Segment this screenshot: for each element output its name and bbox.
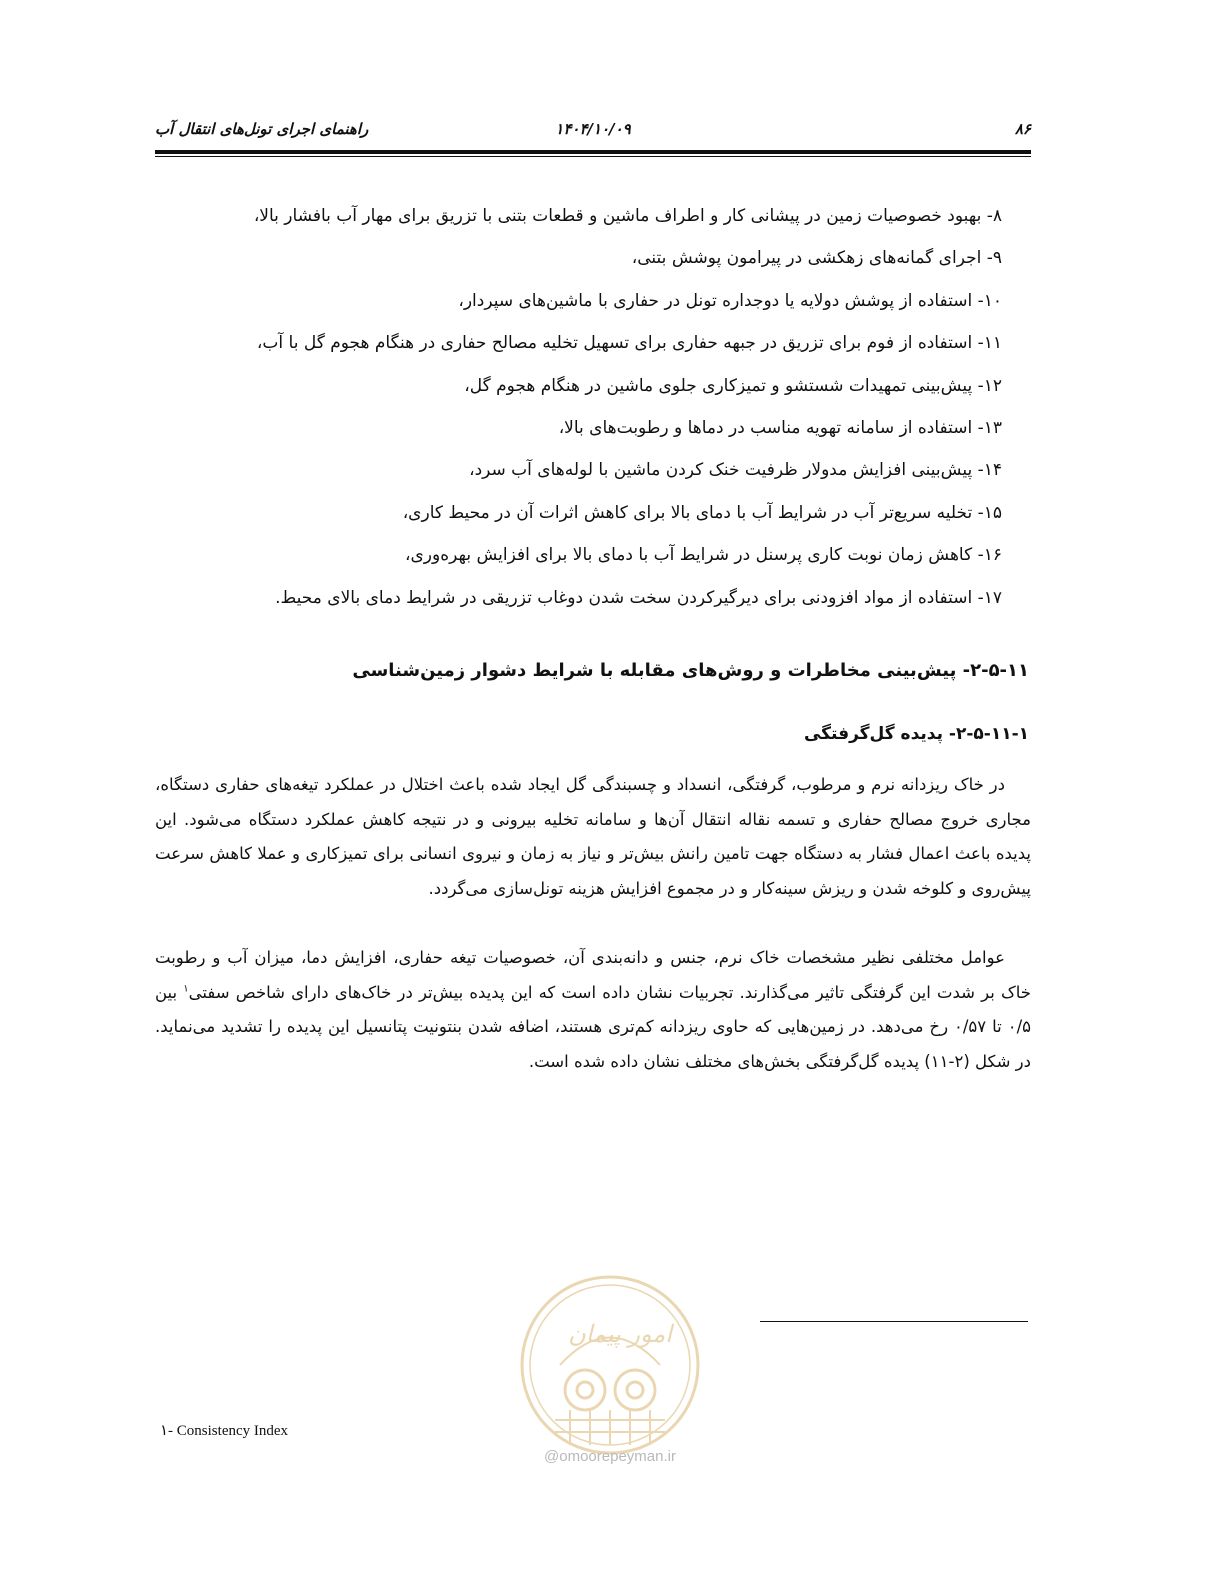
list-item: ۹- اجرای گمانه‌های زهکشی در پیرامون پوشش بتنی، [631,248,1002,269]
body-paragraph-2 [155,941,1031,1080]
body-paragraph-1 [155,768,1031,907]
footnote-reference: ۱ [183,983,189,995]
section-heading: ۲-۵-۱۱- پیش‌بینی مخاطرات و روش‌های مقابله با شرایط دشوار زمین‌شناسی [352,660,1029,681]
book-title: راهنمای اجرای تونل‌های انتقال آب [155,120,369,138]
list-item: ۱۳- استفاده از سامانه تهویه مناسب در دماها و رطوبت‌های بالا، [558,417,1002,438]
footnote-separator [760,1321,1028,1322]
list-item: ۱۲- پیش‌بینی تمهیدات شستشو و تمیزکاری جلوی ماشین در هنگام هجوم گل، [464,375,1002,396]
list-item: ۱۴- پیش‌بینی افزایش مدولار ظرفیت خنک کردن ماشین با لوله‌های آب سرد، [469,460,1002,481]
page-number: ۸۶ [1014,120,1031,138]
list-item: ۸- بهبود خصوصیات زمین در پیشانی کار و اطراف ماشین و قطعات بتنی با تزریق برای مهار آب بافشار بالا، [253,206,1002,226]
list-item: ۱۵- تخلیه سریع‌تر آب در شرایط آب با دمای بالا برای کاهش اثرات آن در محیط کاری، [402,502,1002,523]
paragraph-1-text: در خاک ریزدانه نرم و مرطوب، گرفتگی، انسداد و چسبندگی گل ایجاد شده باعث اختلال در عملکرد تیغه‌های حفاری دستگاه، مجاری خروج مصالح حفاری و تسمه نقاله انتقال آن‌ها و سامانه تخلیه بیرونی و در نتیجه کاهش عملکرد دستگاه می‌شود. این پدیده باعث اعمال فشار به دستگاه جهت تامین رانش بیش‌تر و نیاز به زمان و نیروی انسانی برای تمیزکاری و عملا کاهش سرعت پیش‌روی و کلوخه شدن و ریزش سینه‌کار و در مجموع افزایش هزینه تونل‌سازی می‌گردد. [155,775,1031,899]
watermark-seal-text: امور پیمان [568,1320,672,1348]
footnote: ۱- Consistency Index [160,1423,289,1439]
list-item: ۱۷- استفاده از مواد افزودنی برای دیرگیرکردن سخت شدن دوغاب تزریقی در شرایط دمای بالای محیط. [275,587,1002,608]
paragraph-2-text-b: بین ۰/۵ تا ۰/۵۷ رخ می‌دهد. در زمین‌هایی که حاوی ریزدانه کم‌تری هستند، اضافه شدن بنتونیت پتانسیل این پدیده را تشدید می‌نماید. در شکل (۲-۱۱) پدیده گل‌گرفتگی بخش‌های مختلف نشان داده شده است. [155,982,1031,1072]
paragraph-2-text-a: عوامل مختلفی نظیر مشخصات خاک نرم، جنس و دانه‌بندی آن، خصوصیات تیغه حفاری، افزایش دما، میزان آب و رطوبت خاک بر شدت این گرفتگی تاثیر می‌گذارند. تجربیات نشان داده است که این پدیده بیش‌تر در خاک‌های دارای شاخص سفتی [155,948,1031,1002]
subsection-heading: ۲-۵-۱۱-۱- پدیده گل‌گرفتگی [803,724,1029,744]
page-header [155,116,1031,146]
header-date: ۱۴۰۴/۱۰/۰۹ [555,120,631,138]
measures-list [150,198,1002,622]
watermark-seal-logo [515,1270,705,1460]
list-item: ۱۱- استفاده از فوم برای تزریق در جبهه حفاری برای تسهیل تخلیه مصالح حفاری در هنگام هجوم گل با آب، [256,333,1002,354]
list-item: ۱۰- استفاده از پوشش دولایه یا دوجداره تونل در حفاری با ماشین‌های سپردار، [458,290,1002,311]
watermark-url: @omoorepeyman.ir [544,1448,676,1465]
header-rule-thick [155,150,1031,154]
list-item: ۱۶- کاهش زمان نوبت کاری پرسنل در شرایط آب با دمای بالا برای افزایش بهره‌وری، [405,545,1002,566]
header-rule-thin [155,156,1031,157]
